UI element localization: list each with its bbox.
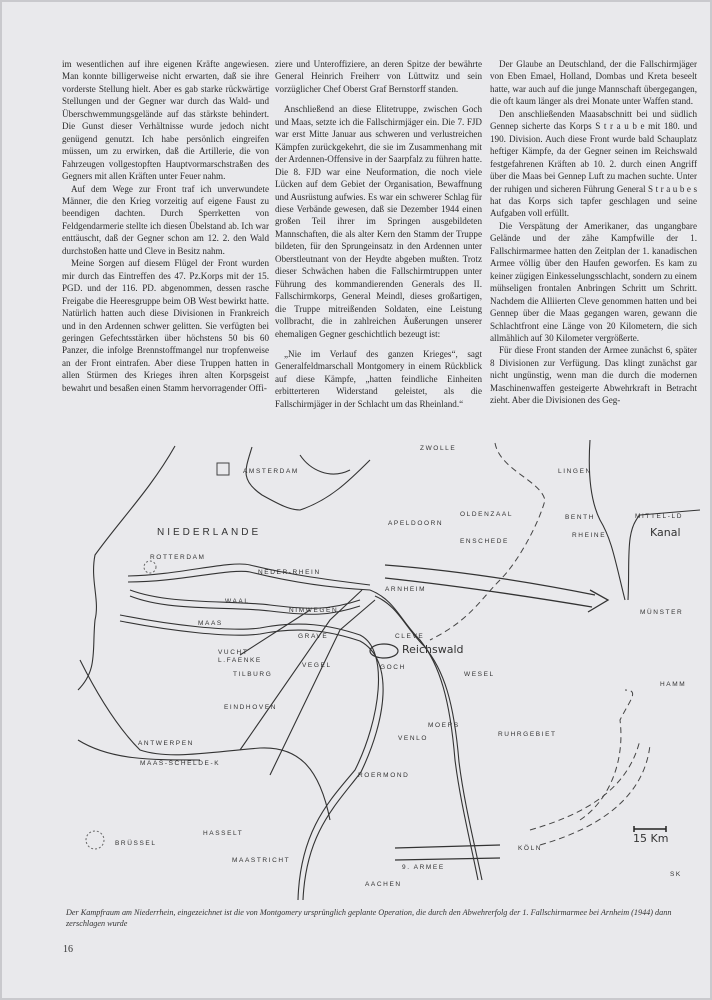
label-rotterdam: ROTTERDAM (150, 554, 206, 561)
label-maas: MAAS (198, 620, 223, 627)
quote-paragraph: „Nie im Verlauf des ganzen Krieges“, sagt Generalfeldmarschall Montgomery in einem Rückblick auf diese Kämpfe, „hatten feindliche Einheiten erbitterteren Widerstand geleistet, als die Fallschirmjäger in der Schlacht um das Rheinland.“ (275, 348, 482, 409)
label-nederrhein: NEDER-RHEIN (258, 569, 321, 576)
label-oldenzaal: OLDENZAAL (460, 511, 514, 518)
label-aachen: AACHEN (365, 881, 402, 888)
label-wesel: WESEL (464, 671, 495, 678)
label-vught: VUCHT (218, 649, 249, 656)
rotterdam-city-icon (144, 561, 156, 573)
label-waal: WAAL (225, 598, 250, 605)
label-venlo: VENLO (398, 735, 429, 742)
label-goch: GOCH (380, 664, 406, 671)
paragraph: Der Glaube an Deutschland, der die Fallschirmjäger von Eben Emael, Holland, Dombas und Kreta beseelt hatte, war auch auf die junge Mannschaft übergegangen, die oft kaum länger als drei Monate unter Waffen stand. (490, 59, 697, 107)
map-caption: Der Kampfraum am Niederrhein, eingezeichnet ist die von Montgomery ursprünglich geplante Operation, die durch den Abwehrerfolg der 1. Fallschirmarmee bei Arnheim (1944) dann zerschlagen wurde (66, 908, 672, 928)
label-eindhoven: EINDHOVEN (224, 704, 278, 711)
paragraph: Meine Sorgen auf diesem Flügel der Front wurden mir durch das Eintreffen des 47. Pz.Korps mit der 15. PGD. und der 116. PD. abgenommen, dessen rasche Freigabe die Heeresgruppe beim OB West bewirkt hatte. Natürlich hatten auch diese Divisionen in Frankreich und in den Ardennen schwer gelitten. Sie verfügten bei geringen Gefechtsstärken über höchstens 50 bis 60 Panzer, die infolge Brennstoffmangel nur tropfenweise an der Front eintrafen. Aber diese Truppen hatten in allen Stürmen des Krieges ihren alten Korpsgeist bewahrt und besaßen einen Stamm hervorragender Offi- (62, 258, 269, 393)
label-arnheim: ARNHEIM (385, 586, 427, 593)
label-9-armee: 9. ARMEE (402, 864, 445, 871)
label-moers: MOERS (428, 722, 460, 729)
label-mittelland: MITTEL-LD (635, 513, 683, 520)
label-apeldoorn: APELDOORN (388, 520, 444, 527)
arrow-operation (385, 565, 608, 860)
label-zwolle: ZWOLLE (420, 445, 457, 452)
paragraph: im wesentlichen auf ihre eigenen Kräfte angewiesen. Man konnte billigerweise nicht erwarten, daß sie ihre vorderste Stellung hielt. Aber es gab starke rückwärtige Stellungen und der Gegner war durch das Wald- und Überschwemmungsgelände auf das stärkste behindert. Die Gunst dieser Verhältnisse wurde jedoch nicht genügend genutzt. Ich habe persönlich eingreifen müssen, um zu erwirken, daß die Artillerie, die von Fahrzeugen vollgestopften Hauptvormarschstraßen des Gegners mit allen Kräften unter Feuer nahm. (62, 59, 269, 182)
label-tilburg: TILBURG (233, 671, 273, 678)
paragraph: ziere und Unteroffiziere, an deren Spitze der bewährte General Heinrich Freiherr von Lüttwitz und sein vorzüglicher Chef Oberst Graf Bernstorff standen. (275, 59, 482, 94)
amsterdam-city-icon (217, 463, 229, 475)
paragraph: Den anschließenden Maasabschnitt bei und südlich Gennep sicherte das Korps S t r a u b e mit 180. und 190. Division. Auch diese Front wurde bald Schauplatz heftiger Kämpfe, da der Gegner seinen im Reichswald festgefahrenen Kräften ab 10. 2. durch einen Angriff über die Maas bei Gennep Luft zu machen suchte. Unter der ruhigen und sicheren Führung General S t r a u b e s hat das Korps sich tapfer geschlagen und seine Aufgaben voll erfüllt. (490, 108, 697, 219)
label-hamm: HAMM (660, 681, 687, 688)
label-maas-schelde: MAAS-SCHELDE-K (140, 760, 221, 767)
label-roermond: ROERMOND (358, 772, 410, 779)
paragraph: Auf dem Wege zur Front traf ich unverwundete Männer, die den Krieg vorzeitig auf eigene Faust zu beendigen dachten. Durch Sperrketten von Feldgendarmerie stellte ich diesen Übelstand ab. Ich war enttäuscht, daß der Gegner schon am 12. 2. den Wald durchstoßen hatte und Cleve in Besitz nahm. (62, 183, 269, 256)
ijsselmeer-shore (246, 447, 370, 510)
label-brussel: BRÜSSEL (115, 840, 157, 847)
label-ruhrgebiet: RUHRGEBIET (498, 731, 557, 738)
label-muenster: MÜNSTER (640, 609, 684, 616)
label-koeln: KÖLN (518, 845, 543, 852)
label-antwerpen: ANTWERPEN (138, 740, 194, 747)
label-lfaenke: L.FAENKE (218, 657, 262, 664)
label-rheine: RHEINE (572, 532, 607, 539)
page-number: 16 (63, 944, 73, 955)
scale-label: 15 Km (633, 832, 669, 845)
paragraph: Die Verspätung der Amerikaner, das ungangbare Gelände und der zähe Kampfwille der 1. Fallschirmarmee hatten den Zeitplan der 1. kanadischen Armee völlig über den Haufen geworfen. Es kam zu keiner zügigen Einkesselungsschlacht, sondern zu einem mühseligen frontalen Anbringen Schritt um Schritt. Nachdem die Alliierten Cleve genommen hatten und bei Gennep über die Maas gegangen waren, gewann die Schlachtfront eine Länge von 20 Kilometern, die sich allmählich auf 30 Kilometer vergrößerte. (490, 220, 697, 343)
label-niederlande: NIEDERLANDE (157, 527, 262, 538)
label-enschede: ENSCHEDE (460, 538, 509, 545)
paragraph: Für diese Front standen der Armee zunächst 6, später 8 Divisionen zur Verfügung. Das klingt zunächst gar nicht ungünstig, wenn man die durch die modernen Maschinenwaffen gesteigerte Abwehrkraft in Betracht zieht. Aber die Divisionen des Geg- (490, 345, 697, 406)
label-maastricht: MAASTRICHT (232, 857, 291, 864)
label-grave: GRAVE (298, 633, 329, 640)
river-neder-rhein (128, 564, 370, 585)
label-bentheim: BENTH (565, 514, 596, 521)
label-hasselt: HASSELT (203, 830, 244, 837)
label-kanal: Kanal (650, 526, 681, 539)
label-amsterdam: AMSTERDAM (243, 468, 299, 475)
label-reichswald: Reichswald (402, 643, 464, 656)
map-labels (115, 445, 686, 888)
label-nimwegen: NIMWEGEN (289, 607, 339, 614)
label-vegel: VEGEL (302, 662, 332, 669)
paragraph: Anschließend an diese Elitetruppe, zwischen Goch und Maas, setzte ich die Fallschirmjäger ein. Die 7. FJD war erst Mitte Januar aus schweren und verlustreichen Kämpfen zurückgekehrt, die sie im Zusammenhang mit der Ardennen-Offensive in der Saarpfalz zu führen hatte. Die 8. FJD war eine Neuformation, die noch viele Lücken auf dem Gebiet der Organisation, Bewaffnung und Ausrüstung aufwies. Es war ein schwerer Schlag für diese Verbände gewesen, daß sie Dezember 1944 einen großen Teil ihrer im Springen ausgebildeten Mannschaften, die als alter Kern den Stamm der Truppe bildeten, für den Sprungeinsatz in den Ardennen unter Oberstleutnant von der Heydte abgeben mußten. Trotz dieser Schwächen haben die Fallschirmtruppen unter Führung des kommandierenden Generals des II. Fallschirmkorps, General Meindl, dieses großartigen, die Truppe mitreißenden Soldaten, eine Leistung vollbracht, die in zahlreichen Äußerungen unserer ehemaligen Gegner geschichtlich bezeugt ist: (275, 104, 482, 339)
brussel-city-icon (86, 831, 104, 849)
label-lingen: LINGEN (558, 468, 592, 475)
coastline (78, 446, 175, 690)
label-cleve: CLEVE (395, 633, 425, 640)
artist-initials: SK (670, 871, 682, 878)
